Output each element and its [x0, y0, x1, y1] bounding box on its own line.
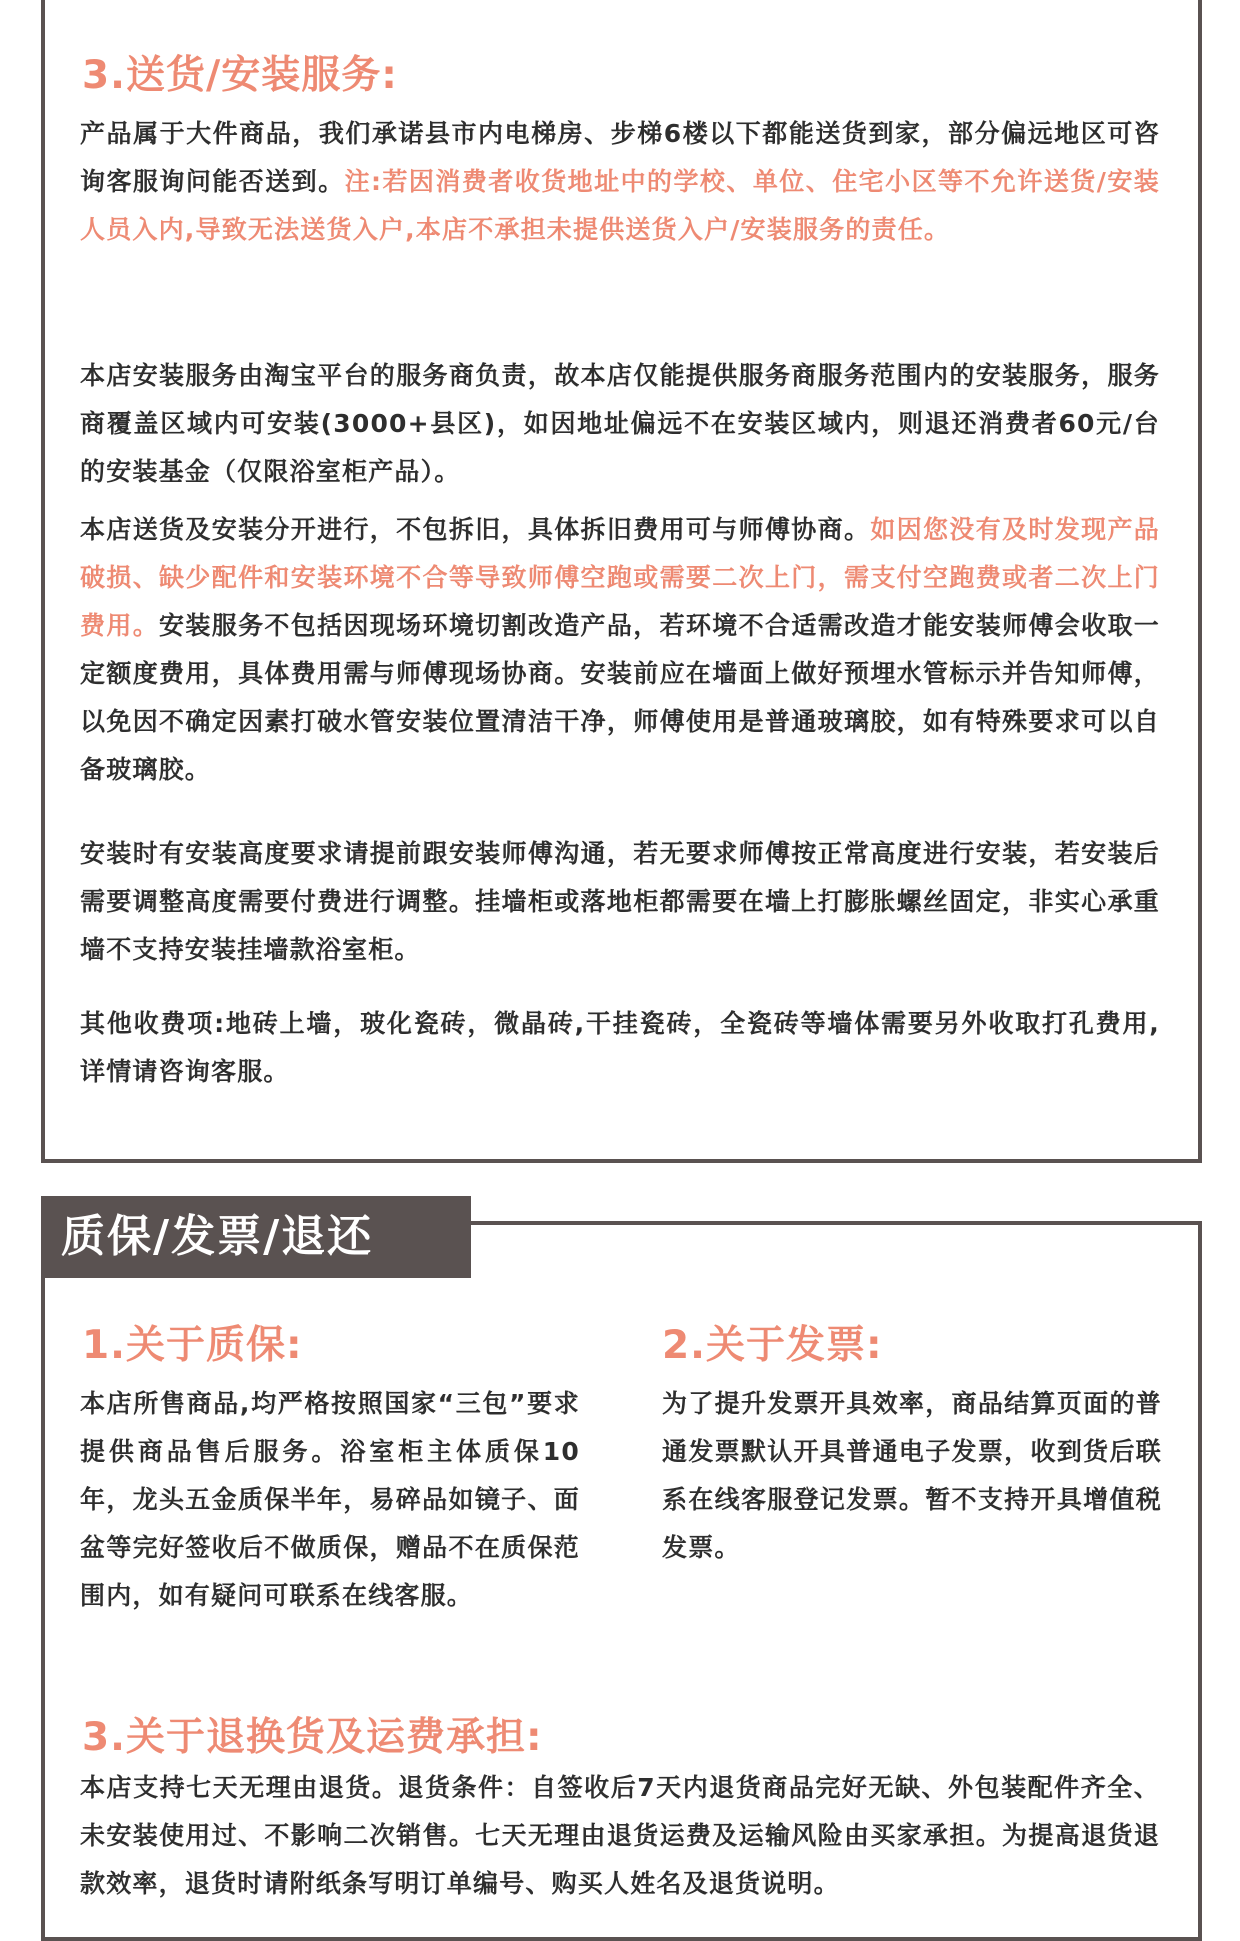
install-fee-notice: 如因您没有及时发现产品破损、缺少配件和安装环境不合等导致师傅空跑或需要二次上门，需支付空跑费或者二次上门费用。: [80, 515, 1160, 640]
install-fee-paragraph: [80, 506, 1160, 794]
return-paragraph: 本店支持七天无理由退货。退货条件：自签收后7天内退货商品完好无缺、外包装配件齐全、未安装使用过、不影响二次销售。七天无理由退货运费及运输风险由买家承担。为提高退货退款效率，退货时请附纸条写明订单编号、购买人姓名及退货说明。: [80, 1773, 1160, 1898]
install-fee-text-more: 安装服务不包括因现场环境切割改造产品，若环境不合适需改造才能安装师傅会收取一定额度费用，具体费用需与师傅现场协商。安装前应在墙面上做好预埋水管标示并告知师傅，以免因不确定因素打破水管安装位置清洁干净，师傅使用是普通玻璃胶，如有特殊要求可以自备玻璃胶。: [80, 611, 1160, 784]
delivery-notice: 注:若因消费者收货地址中的学校、单位、住宅小区等不允许送货/安装人员入内,导致无法送货入户,本店不承担未提供送货入户/安装服务的责任。: [80, 167, 1160, 244]
section-tag: 质保/发票/退还: [41, 1196, 471, 1278]
extra-fees-paragraph: 其他收费项:地砖上墙，玻化瓷砖，微晶砖,干挂瓷砖，全瓷砖等墙体需要另外收取打孔费用,详情请咨询客服。: [80, 1009, 1160, 1086]
install-service-paragraph: 本店安装服务由淘宝平台的服务商负责，故本店仅能提供服务商服务范围内的安装服务，服务商覆盖区域内可安装(3000+县区)，如因地址偏远不在安装区域内，则退还消费者60元/台的安装基金（仅限浴室柜产品）。: [80, 361, 1160, 486]
install-fee-text: 本店送货及安装分开进行，不包拆旧，具体拆旧费用可与师傅协商。: [80, 515, 871, 544]
return-heading: 3.关于退换货及运费承担:: [82, 1715, 543, 1760]
invoice-paragraph: 为了提升发票开具效率，商品结算页面的普通发票默认开具普通电子发票，收到货后联系在线客服登记发票。暂不支持开具增值税发票。: [662, 1389, 1162, 1562]
warranty-heading: 1.关于质保:: [82, 1323, 303, 1368]
warranty-paragraph: 本店所售商品,均严格按照国家“三包”要求提供商品售后服务。浴室柜主体质保10年，龙头五金质保半年，易碎品如镜子、面盆等完好签收后不做质保，赠品不在质保范围内，如有疑问可联系在线客服。: [80, 1389, 580, 1610]
invoice-heading: 2.关于发票:: [662, 1323, 883, 1368]
delivery-install-heading: 3.送货/安装服务:: [82, 53, 398, 98]
delivery-paragraph: [80, 110, 1160, 254]
delivery-text: 产品属于大件商品，我们承诺县市内电梯房、步梯6楼以下都能送货到家，部分偏远地区可咨询客服询问能否送到。: [80, 119, 1160, 196]
install-height-paragraph: 安装时有安装高度要求请提前跟安装师傅沟通，若无要求师傅按正常高度进行安装，若安装后需要调整高度需要付费进行调整。挂墙柜或落地柜都需要在墙上打膨胀螺丝固定，非实心承重墙不支持安装挂墙款浴室柜。: [80, 839, 1160, 964]
